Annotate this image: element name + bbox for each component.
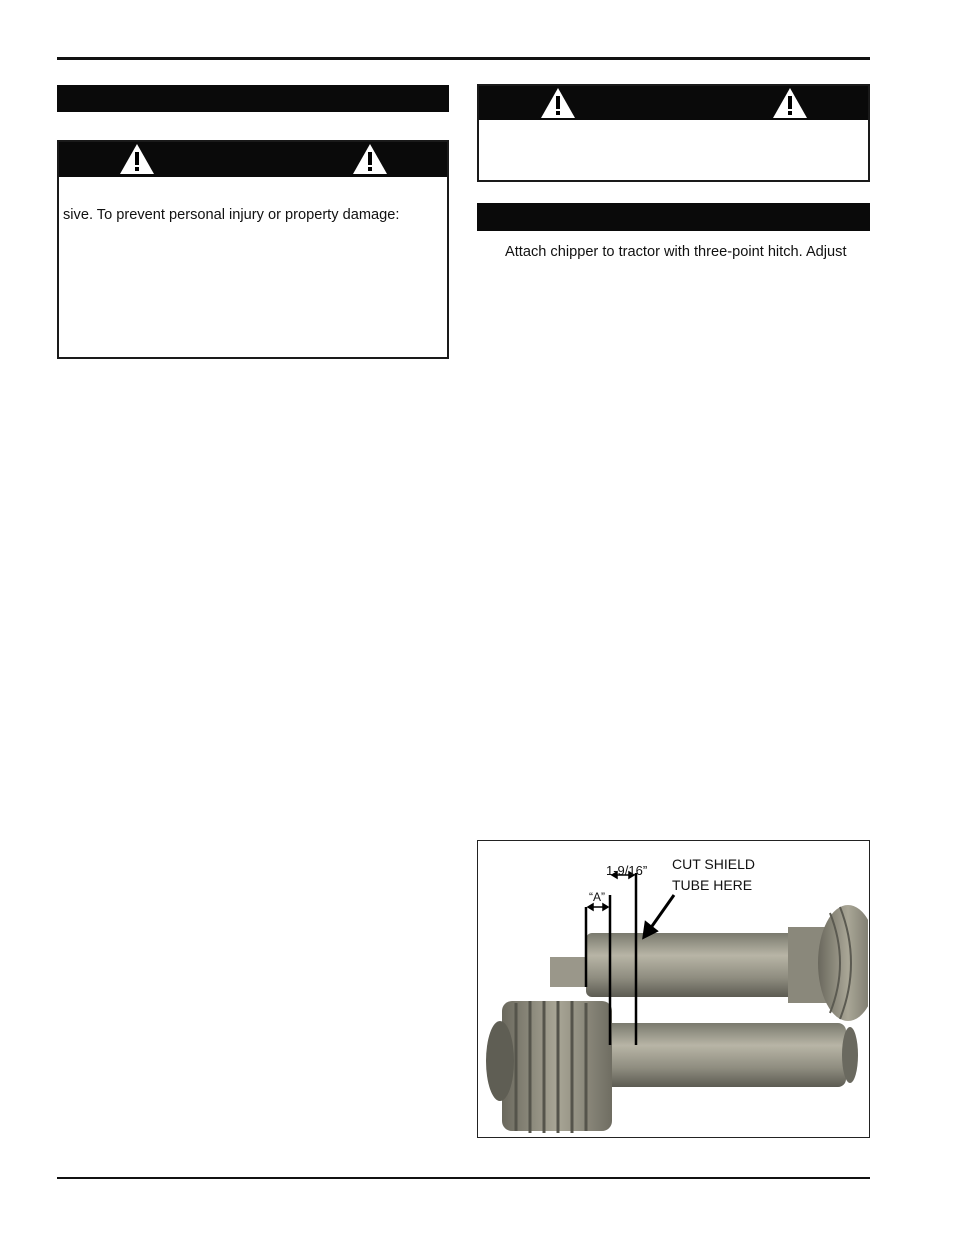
warning-triangle-icon [118,142,156,176]
pto-shaft-figure [477,840,870,1138]
warning-triangle-icon [351,142,389,176]
section-heading-bar-left [57,85,449,112]
warning-triangle-icon [771,86,809,120]
section-heading-bar-right [477,203,870,231]
footer-rule [57,1177,870,1179]
a-label: “A” [589,890,605,904]
lower-shield-tube [596,1023,846,1087]
warning-header-bar-right [479,86,868,120]
callout-line-1: CUT SHIELD [672,856,755,872]
header-rule [57,57,870,60]
attach-instructions-text: Attach chipper to tractor with three-point hitch. Adjust [505,244,847,260]
pto-shaft-illustration [478,841,868,1136]
warning-triangle-icon [539,86,577,120]
warning-box-right [477,84,870,182]
warning-text-left: sive. To prevent personal injury or property damage: [63,207,400,223]
callout-line-2: TUBE HERE [672,877,753,893]
dimension-label: 1-9/16” [606,863,648,878]
warning-box-left [57,140,449,359]
